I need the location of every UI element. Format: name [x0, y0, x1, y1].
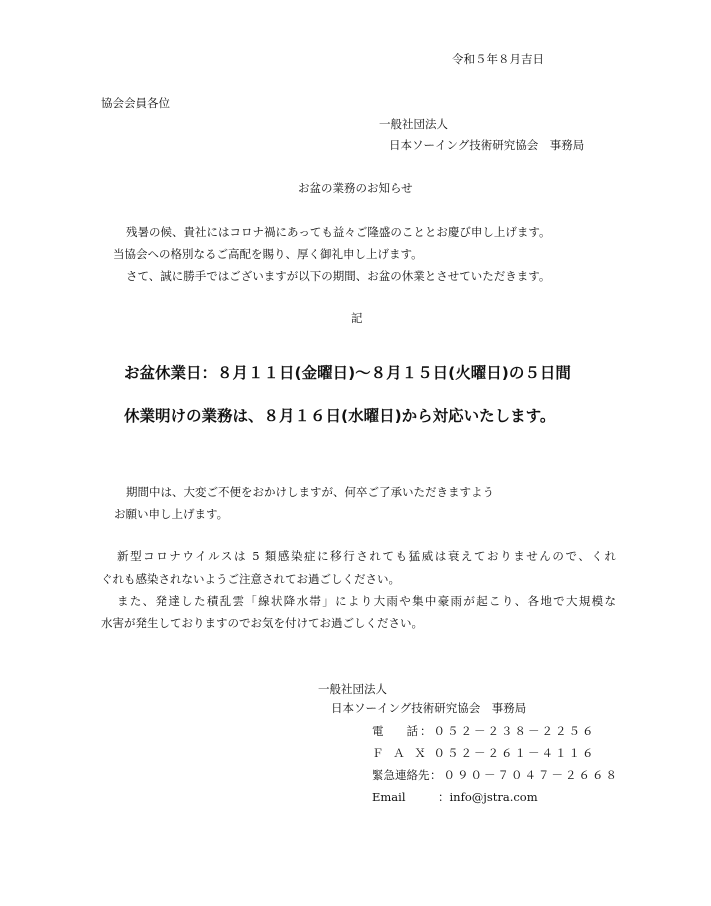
email-label: Email: [372, 790, 406, 804]
recipient-line: 協会会員各位: [101, 96, 170, 110]
holiday-period: お盆休業日：８月１１日(金曜日)～８月１５日(火曜日)の５日間: [124, 364, 571, 382]
fax-label: Ｆ Ａ Ｘ: [372, 746, 429, 760]
notice-date: 令和５年８月吉日: [452, 52, 544, 66]
phone-label: 電 話: [372, 724, 418, 738]
contact-email: [372, 789, 538, 805]
caution-line: 水害が発生しておりますのでお気を付けてお過ごしください。: [101, 616, 423, 630]
resume-date: 休業明けの業務は、８月１６日(水曜日)から対応いたします。: [124, 407, 556, 425]
caution-line: ぐれも感染されないようご注意されてお過ごしください。: [101, 572, 400, 586]
fax-number: ：０５２－２６１－４１１６: [420, 746, 596, 760]
sender-org-type: 一般社団法人: [379, 117, 448, 131]
apology-line: 期間中は、大変ご不便をおかけしますが、何卒ご了承いただきますよう: [126, 485, 494, 499]
caution-line: また、発達した積乱雲「線状降水帯」により大雨や集中豪雨が起こり、各地で大規模な: [117, 594, 616, 608]
contact-fax: [372, 745, 596, 761]
ki-heading: 記: [351, 311, 363, 325]
notice-title: お盆の業務のお知らせ: [298, 181, 413, 195]
apology-line: お願い申し上げます。: [114, 507, 229, 521]
contact-emergency: [372, 767, 619, 783]
footer-org-type: 一般社団法人: [318, 682, 387, 696]
email-address[interactable]: ：info@jstra.com: [438, 790, 538, 804]
emergency-label: 緊急連絡先: [372, 768, 430, 782]
sender-name: 日本ソーイング技術研究協会 事務局: [389, 138, 585, 152]
emergency-number: ：０９０－７０４７－２６６８: [430, 768, 619, 782]
intro-line: 当協会への格別なるご高配を賜り、厚く御礼申し上げます。: [113, 247, 423, 261]
caution-line: 新型コロナウイルスは 5 類感染症に移行されても猛威は衰えておりませんので、くれ: [117, 549, 616, 563]
contact-phone: [372, 723, 596, 739]
intro-line: 残暑の候、貴社にはコロナ禍にあっても益々ご隆盛のこととお慶び申し上げます。: [126, 225, 551, 239]
intro-line: さて、誠に勝手ではございますが以下の期間、お盆の休業とさせていただきます。: [126, 269, 551, 283]
phone-number: ：０５２－２３８－２２５６: [420, 724, 596, 738]
footer-org-name: 日本ソーイング技術研究協会 事務局: [331, 701, 527, 715]
